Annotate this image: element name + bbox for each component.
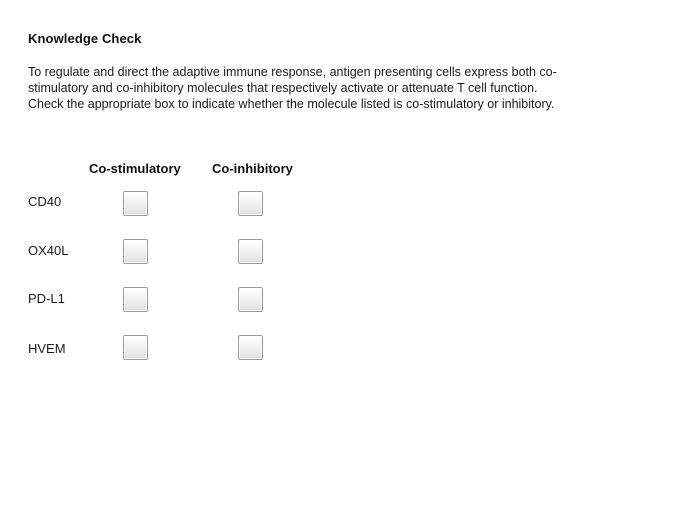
question-text: To regulate and direct the adaptive immune response, antigen presenting cells express both co-stimulatory and co-inhibitory molecules that respectively activate or attenuate T cell function. Check the appropriate box to indicate whether the molecule listed is co-stimulatory or inhibitory. bbox=[28, 65, 557, 111]
checkbox-cd40-co-inhibitory[interactable] bbox=[238, 191, 263, 216]
page-title: Knowledge Check bbox=[28, 31, 142, 46]
column-header-co-stimulatory: Co-stimulatory bbox=[89, 161, 181, 176]
row-label-cd40: CD40 bbox=[28, 194, 62, 209]
row-label-pd-l1: PD-L1 bbox=[28, 291, 65, 306]
column-header-co-inhibitory: Co-inhibitory bbox=[212, 161, 293, 176]
checkbox-pd-l1-co-stimulatory[interactable] bbox=[123, 287, 148, 312]
checkbox-ox40l-co-stimulatory[interactable] bbox=[123, 239, 148, 264]
row-label-hvem: HVEM bbox=[28, 341, 66, 356]
checkbox-ox40l-co-inhibitory[interactable] bbox=[238, 239, 263, 264]
checkbox-pd-l1-co-inhibitory[interactable] bbox=[238, 287, 263, 312]
checkbox-cd40-co-stimulatory[interactable] bbox=[123, 191, 148, 216]
checkbox-hvem-co-stimulatory[interactable] bbox=[123, 335, 148, 360]
row-label-ox40l: OX40L bbox=[28, 243, 69, 258]
checkbox-hvem-co-inhibitory[interactable] bbox=[238, 335, 263, 360]
